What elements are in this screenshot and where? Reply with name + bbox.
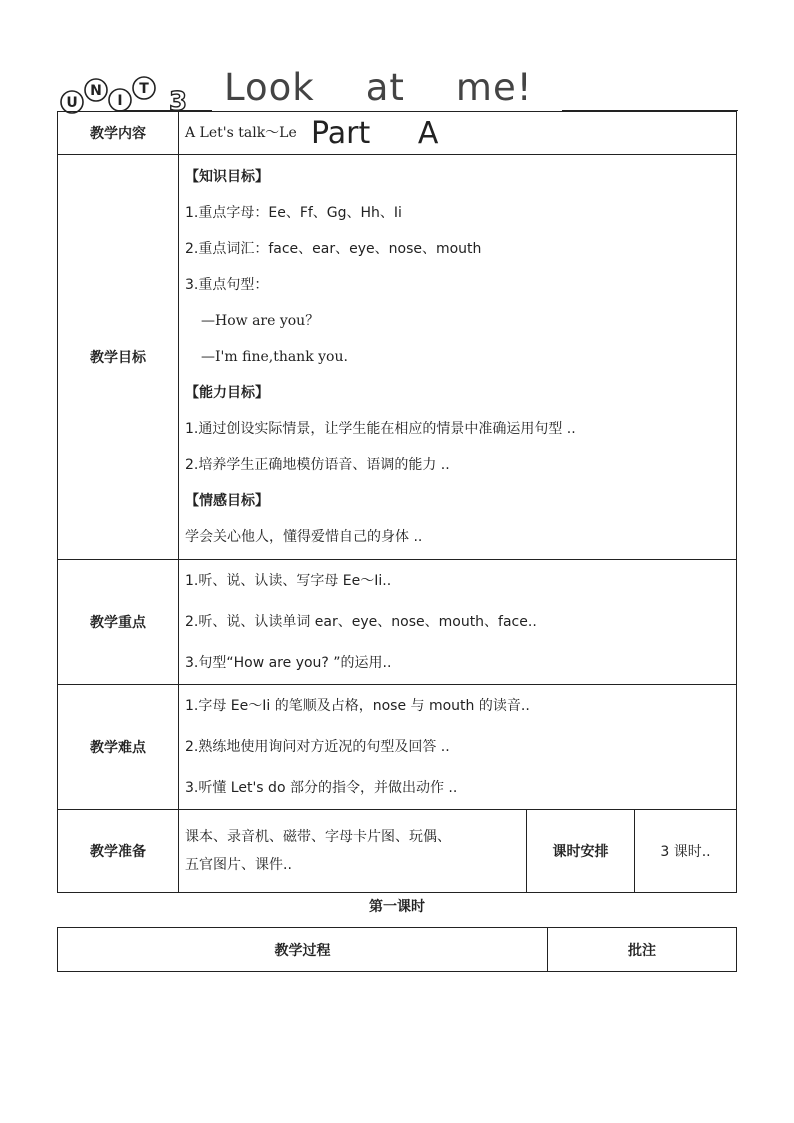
part-heading: Part A xyxy=(307,116,442,151)
difficulty-line: 1.字母 Ee～Ii 的笔顺及占格，nose 与 mouth 的读音.. xyxy=(185,697,530,714)
prep-line: 课本、录音机、磁带、字母卡片图、玩偶、 xyxy=(185,829,451,845)
content-label: 教学内容 xyxy=(58,112,179,155)
page-title: Look at me! xyxy=(224,66,533,109)
difficulties-cell xyxy=(179,685,737,810)
dialogue-line: —I'm fine,thank you. xyxy=(201,349,348,365)
notes-column-header: 批注 xyxy=(548,928,737,972)
key-points-row xyxy=(58,560,737,685)
objectives-label: 教学目标 xyxy=(58,155,179,560)
prep-label: 教学准备 xyxy=(58,810,179,893)
key-points-cell xyxy=(179,560,737,685)
unit-letter: T xyxy=(139,81,149,97)
difficulty-line: 2.熟练地使用询问对方近况的句型及回答 .. xyxy=(185,738,450,755)
process-header-row xyxy=(58,928,737,972)
unit-letter: I xyxy=(117,93,123,109)
ability-goals-heading: 【能力目标】 xyxy=(185,385,269,401)
unit-number: 3 xyxy=(168,87,188,116)
objectives-cell xyxy=(179,155,737,560)
process-column-header: 教学过程 xyxy=(58,928,548,972)
unit-letter: N xyxy=(90,83,102,99)
objective-line: 1.重点字母：Ee、Ff、Gg、Hh、Ii xyxy=(185,205,402,221)
prep-row xyxy=(58,810,737,893)
schedule-value: 3 课时.. xyxy=(635,810,737,893)
unit-letter: U xyxy=(66,95,78,111)
key-point-line: 1.听、说、认读、写字母 Ee～Ii.. xyxy=(185,572,392,589)
lesson-plan-table xyxy=(57,111,737,893)
objective-line: 2.重点词汇：face、ear、eye、nose、mouth xyxy=(185,241,482,257)
difficulties-label: 教学难点 xyxy=(58,685,179,810)
dialogue-line: —How are you？ xyxy=(201,313,320,329)
emotion-goals-heading: 【情感目标】 xyxy=(185,493,269,509)
objective-line: 学会关心他人，懂得爱惜自己的身体 .. xyxy=(185,529,423,545)
lesson-title: 第一课时 xyxy=(369,899,425,915)
difficulty-line: 3.听懂 Let's do 部分的指令，并做出动作 .. xyxy=(185,779,458,796)
objective-line: 3.重点句型： xyxy=(185,277,269,293)
key-point-line: 2.听、说、认读单词 ear、eye、nose、mouth、face.. xyxy=(185,613,537,630)
content-value: A Let's talk～Le xyxy=(185,125,297,141)
process-table xyxy=(57,927,737,972)
objective-line: 2.培养学生正确地模仿语音、语调的能力 .. xyxy=(185,457,450,473)
prep-line: 五官图片、课件.. xyxy=(185,857,292,873)
objectives-row xyxy=(58,155,737,560)
schedule-label: 课时安排 xyxy=(527,810,635,893)
key-points-label: 教学重点 xyxy=(58,560,179,685)
knowledge-goals-heading: 【知识目标】 xyxy=(185,169,269,185)
objective-line: 1.通过创设实际情景，让学生能在相应的情景中准确运用句型 .. xyxy=(185,421,576,437)
key-point-line: 3.句型“How are you? ”的运用.. xyxy=(185,654,392,671)
prep-cell xyxy=(179,810,527,893)
content-row xyxy=(58,112,737,155)
content-cell xyxy=(179,112,737,155)
difficulties-row xyxy=(58,685,737,810)
